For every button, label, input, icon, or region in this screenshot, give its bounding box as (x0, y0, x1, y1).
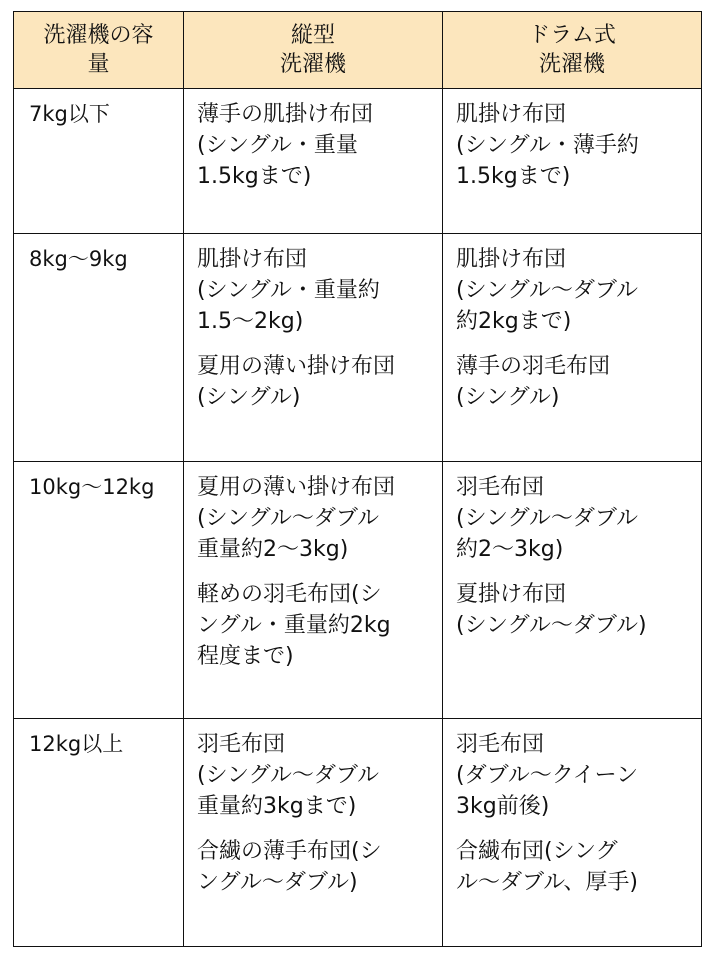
vertical-entry (197, 99, 434, 192)
table-row (14, 234, 702, 462)
drum-cell (443, 462, 702, 719)
drum-entry-line: 3kg前後) (456, 794, 550, 819)
vertical-cell (184, 719, 443, 947)
drum-entry-line: 羽毛布団 (456, 732, 545, 757)
drum-entry (456, 472, 693, 565)
vertical-entry-line: 軽めの羽毛布団(シ (197, 582, 382, 607)
drum-entry-line: 夏掛け布団 (456, 582, 567, 607)
drum-entry-line: 羽毛布団 (456, 475, 545, 500)
header-vertical-line2: 洗濯機 (279, 52, 346, 77)
drum-entry-line: (ダブル〜クイーン (456, 763, 639, 788)
vertical-entry (197, 472, 434, 565)
vertical-entry-line: 羽毛布団 (197, 732, 286, 757)
table-row (14, 462, 702, 719)
drum-entry-line: ル〜ダブル、厚手) (456, 870, 638, 895)
vertical-entry-line: 重量約2〜3kg) (197, 537, 349, 562)
vertical-entry (197, 579, 434, 672)
header-row (14, 12, 702, 89)
vertical-entry-line: 程度まで) (197, 644, 294, 669)
futon-capacity-table (13, 11, 702, 947)
header-capacity-line1: 洗濯機の容 (43, 23, 154, 48)
table-row (14, 719, 702, 947)
header-capacity (14, 12, 184, 89)
vertical-entry (197, 836, 434, 898)
drum-entry (456, 244, 693, 337)
vertical-cell (184, 234, 443, 462)
table-row (14, 89, 702, 234)
drum-entry-line: 約2〜3kg) (456, 537, 564, 562)
capacity-label: 12kg以上 (29, 732, 124, 756)
drum-entry-line: (シングル) (456, 385, 560, 410)
drum-entry-line: 合繊布団(シング (456, 839, 618, 864)
vertical-entry-line: (シングル〜ダブル (197, 506, 380, 531)
vertical-entry-line: 1.5kgまで) (197, 164, 312, 189)
drum-cell (443, 89, 702, 234)
drum-entry-line: 肌掛け布団 (456, 247, 567, 272)
vertical-entry-line: 重量約3kgまで) (197, 794, 357, 819)
drum-cell (443, 234, 702, 462)
drum-entry-line: (シングル〜ダブル (456, 278, 639, 303)
drum-entry-line: (シングル・薄手約 (456, 133, 639, 158)
capacity-label: 7kg以下 (29, 102, 110, 126)
drum-entry-line: 1.5kgまで) (456, 164, 571, 189)
vertical-entry-line: ングル・重量約2kg (197, 613, 391, 638)
vertical-entry-line: 1.5〜2kg) (197, 309, 304, 334)
header-vertical-line1: 縦型 (290, 23, 335, 48)
vertical-entry-line: (シングル〜ダブル (197, 763, 380, 788)
drum-entry-line: 約2kgまで) (456, 309, 572, 334)
header-drum (443, 12, 702, 89)
vertical-entry-line: 合繊の薄手布団(シ (197, 839, 382, 864)
header-capacity-line2: 量 (87, 52, 110, 77)
header-drum-line1: ドラム式 (528, 23, 616, 48)
vertical-entry-line: 肌掛け布団 (197, 247, 308, 272)
vertical-entry-line: 夏用の薄い掛け布団 (197, 475, 396, 500)
drum-cell (443, 719, 702, 947)
header-vertical (184, 12, 443, 89)
drum-entry (456, 351, 693, 413)
vertical-entry-line: 夏用の薄い掛け布団 (197, 354, 396, 379)
drum-entry-line: 肌掛け布団 (456, 102, 567, 127)
drum-entry-line: (シングル〜ダブル (456, 506, 639, 531)
vertical-entry-line: (シングル・重量 (197, 133, 358, 158)
drum-entry-line: (シングル〜ダブル) (456, 613, 647, 638)
drum-entry (456, 579, 693, 641)
capacity-cell (14, 234, 184, 462)
drum-entry (456, 836, 693, 898)
capacity-cell (14, 462, 184, 719)
drum-entry (456, 729, 693, 822)
vertical-entry-line: 薄手の肌掛け布団 (197, 102, 374, 127)
vertical-entry-line: ングル〜ダブル) (197, 870, 358, 895)
capacity-cell (14, 89, 184, 234)
vertical-entry-line: (シングル) (197, 385, 301, 410)
capacity-label: 10kg〜12kg (29, 475, 155, 499)
header-drum-line2: 洗濯機 (538, 52, 605, 77)
vertical-entry (197, 729, 434, 822)
capacity-cell (14, 719, 184, 947)
vertical-entry-line: (シングル・重量約 (197, 278, 380, 303)
drum-entry (456, 99, 693, 192)
vertical-cell (184, 89, 443, 234)
capacity-label: 8kg〜9kg (29, 247, 128, 271)
vertical-cell (184, 462, 443, 719)
vertical-entry (197, 244, 434, 337)
vertical-entry (197, 351, 434, 413)
drum-entry-line: 薄手の羽毛布団 (456, 354, 611, 379)
